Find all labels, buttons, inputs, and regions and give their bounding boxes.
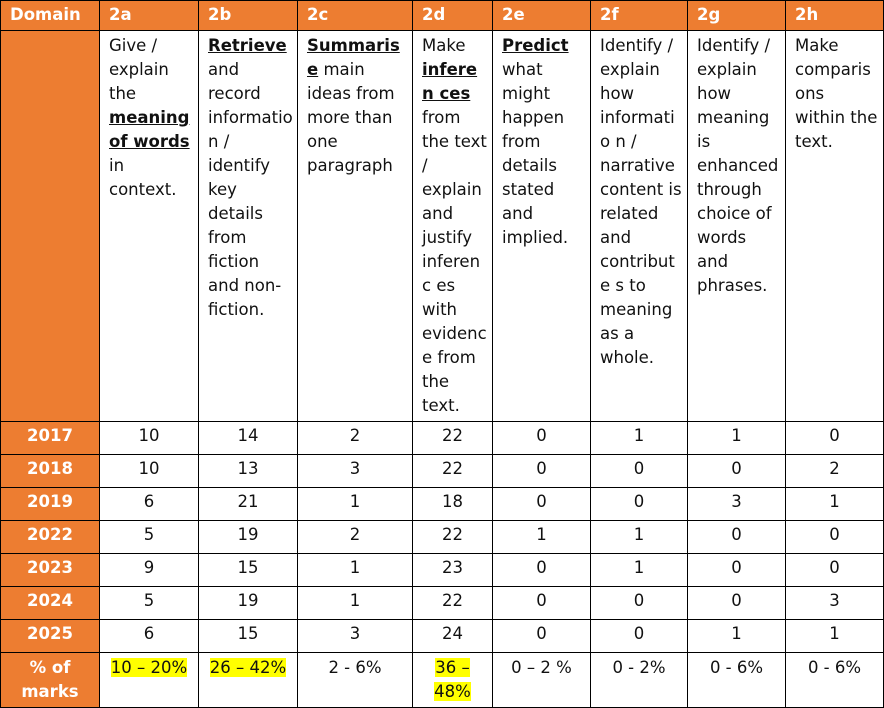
domain-column-header: 2c [298,1,413,31]
description-keyword: meaning of words [109,108,190,151]
marks-count-cell: 22 [413,422,493,455]
table-row [1,422,884,455]
marks-count-cell: 0 [493,455,591,488]
marks-count-cell: 5 [100,521,199,554]
marks-count-cell: 0 [591,587,688,620]
domain-column-header: 2b [199,1,298,31]
marks-count-cell: 3 [786,587,884,620]
percent-of-marks-label: % of marks [1,653,100,708]
description-text: Identify / explain how meaning is enhanced through choice of words and phrases. [697,36,779,295]
marks-count-cell: 23 [413,554,493,587]
marks-count-cell: 0 [688,455,786,488]
year-label: 2018 [1,455,100,488]
marks-count-cell: 9 [100,554,199,587]
domain-description [493,31,591,422]
description-text: from the text / explain and justify inferenc es with evidenc e from the text. [422,108,487,415]
marks-count-cell: 19 [199,521,298,554]
marks-count-cell: 22 [413,587,493,620]
percent-range-cell [591,653,688,708]
percent-range-text: 0 - 6% [807,658,862,677]
percent-of-marks-row [1,653,884,708]
percent-range-cell [100,653,199,708]
percent-range-text: 0 – 2 % [511,658,572,677]
domain-description [100,31,199,422]
percent-range-text: 0 - 2% [612,658,666,677]
marks-count-cell: 19 [199,587,298,620]
table-row [1,488,884,521]
header-row [1,1,884,31]
marks-count-cell: 22 [413,455,493,488]
marks-count-cell: 6 [100,488,199,521]
domain-description [591,31,688,422]
marks-count-cell: 0 [493,422,591,455]
description-row [1,31,884,422]
percent-range-text: 36 – 48% [434,658,471,701]
marks-count-cell: 22 [413,521,493,554]
description-text: Give / explain the [109,36,169,103]
marks-count-cell: 1 [688,422,786,455]
description-keyword: inferen ces [422,60,478,103]
description-text: and record informatio n / identify key details from fiction and non-fiction. [208,60,293,319]
marks-count-cell: 0 [493,554,591,587]
marks-count-cell: 1 [786,620,884,653]
marks-count-cell: 1 [786,488,884,521]
domain-description [413,31,493,422]
percent-range-text: 26 – 42% [209,658,287,677]
domain-column-header: 2a [100,1,199,31]
marks-count-cell: 0 [493,620,591,653]
percent-range-text: 0 - 6% [709,658,764,677]
table-row [1,554,884,587]
marks-count-cell: 0 [591,488,688,521]
description-text: Identify / explain how informatio n / narrative content is related and contribute s to meaning as a whole. [600,36,682,367]
domain-column-header: 2d [413,1,493,31]
marks-count-cell: 18 [413,488,493,521]
year-label: 2024 [1,587,100,620]
table-row [1,587,884,620]
description-text: Make comparis ons within the text. [795,36,878,151]
marks-count-cell: 0 [688,554,786,587]
marks-count-cell: 2 [298,521,413,554]
domain-column-header: 2h [786,1,884,31]
domain-description [786,31,884,422]
marks-count-cell: 5 [100,587,199,620]
marks-count-cell: 13 [199,455,298,488]
percent-range-cell [786,653,884,708]
year-label: 2023 [1,554,100,587]
percent-range-cell [688,653,786,708]
table-row [1,521,884,554]
marks-count-cell: 14 [199,422,298,455]
year-label: 2017 [1,422,100,455]
marks-count-cell: 1 [493,521,591,554]
percent-range-cell [413,653,493,708]
percent-range-text: 2 - 6% [328,658,382,677]
description-text: what might happen from details stated and implied. [502,60,569,247]
marks-count-cell: 3 [298,455,413,488]
marks-count-cell: 3 [688,488,786,521]
marks-count-cell: 2 [298,422,413,455]
domain-description [298,31,413,422]
year-label: 2025 [1,620,100,653]
description-text: Make [422,36,466,55]
percent-range-cell [493,653,591,708]
marks-count-cell: 0 [591,455,688,488]
marks-count-cell: 15 [199,554,298,587]
marks-count-cell: 6 [100,620,199,653]
percent-range-cell [298,653,413,708]
marks-count-cell: 1 [688,620,786,653]
table-row [1,455,884,488]
marks-count-cell: 10 [100,422,199,455]
marks-count-cell: 1 [298,587,413,620]
marks-count-cell: 15 [199,620,298,653]
marks-count-cell: 2 [786,455,884,488]
description-keyword: Predict [502,36,569,55]
year-label: 2022 [1,521,100,554]
domain-column-header: 2g [688,1,786,31]
description-keyword: Retrieve [208,36,287,55]
description-row-head [1,31,100,422]
marks-count-cell: 10 [100,455,199,488]
marks-count-cell: 0 [786,554,884,587]
domain-description [688,31,786,422]
table-row [1,620,884,653]
marks-count-cell: 1 [298,488,413,521]
marks-count-cell: 1 [591,521,688,554]
marks-count-cell: 1 [298,554,413,587]
marks-count-cell: 0 [786,422,884,455]
marks-count-cell: 0 [688,587,786,620]
year-label: 2019 [1,488,100,521]
marks-count-cell: 0 [786,521,884,554]
domain-description [199,31,298,422]
description-keyword: Summarise [307,36,400,79]
marks-count-cell: 1 [591,422,688,455]
domain-header-cell: Domain [1,1,100,31]
description-text: main ideas from more than one paragraph [307,60,395,175]
domain-column-header: 2e [493,1,591,31]
marks-count-cell: 0 [493,488,591,521]
marks-count-cell: 24 [413,620,493,653]
percent-range-text: 10 – 20% [110,658,188,677]
marks-count-cell: 1 [591,554,688,587]
marks-count-cell: 0 [688,521,786,554]
domain-column-header: 2f [591,1,688,31]
marks-count-cell: 0 [493,587,591,620]
percent-range-cell [199,653,298,708]
marks-count-cell: 0 [591,620,688,653]
description-text: in context. [109,156,177,199]
marks-count-cell: 3 [298,620,413,653]
marks-count-cell: 21 [199,488,298,521]
